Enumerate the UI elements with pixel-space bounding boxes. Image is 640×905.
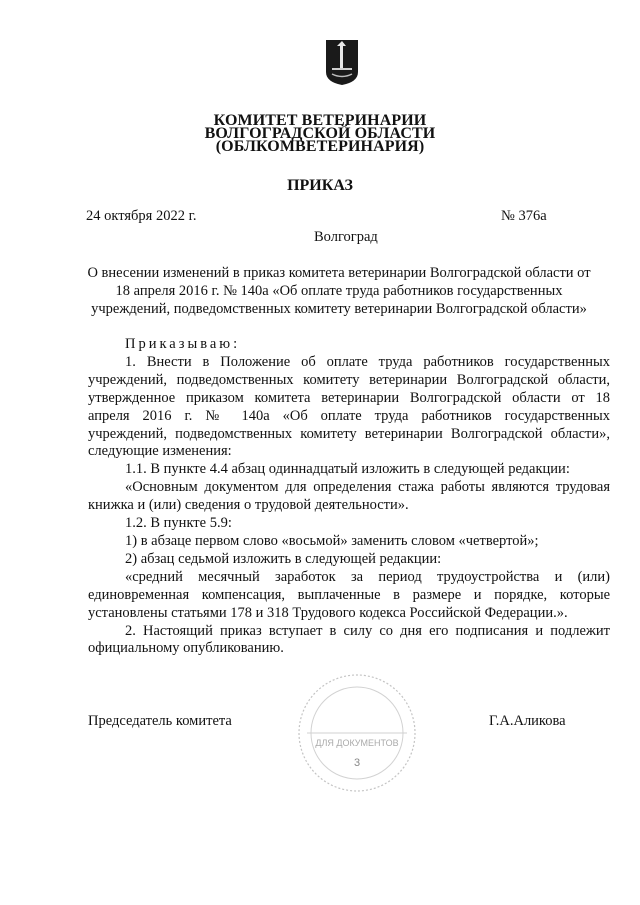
document-date: 24 октября 2022 г. bbox=[86, 208, 197, 224]
org-name-line-2: ВОЛГОГРАДСКОЙ ОБЛАСТИ bbox=[204, 125, 436, 142]
body-line: 1) в абзаце первом слово «восьмой» заменить словом «четвертой»; bbox=[125, 532, 539, 549]
order-word: Приказываю: bbox=[125, 336, 241, 352]
org-name-line-3: (ОБЛКОМВЕТЕРИНАРИЯ) bbox=[215, 138, 425, 155]
body-line: 2) абзац седьмой изложить в следующей редакции: bbox=[125, 550, 442, 567]
stamp-number: 3 bbox=[353, 757, 361, 769]
document-subject bbox=[0, 264, 640, 318]
body-line: единовременная компенсация, выплаченные в размере и порядке, которые bbox=[88, 586, 610, 603]
volgograd-emblem-icon bbox=[324, 38, 360, 86]
body-line: 1. Внести в Положение об оплате труда работников государственных bbox=[125, 353, 610, 370]
body-line: 1.2. В пункте 5.9: bbox=[125, 515, 232, 532]
subject-line: учреждений, подведомственных комитету ветеринарии Волгоградской области» bbox=[91, 301, 587, 317]
body-line: книжка и (или) сведения о трудовой деятельности». bbox=[88, 497, 409, 514]
body-line: следующие изменения: bbox=[88, 443, 232, 460]
official-stamp bbox=[292, 668, 422, 798]
body-line: 1.1. В пункте 4.4 абзац одиннадцатый изложить в следующей редакции: bbox=[125, 461, 570, 478]
body-line: установлены статьями 178 и 318 Трудового кодекса Российской Федерации.». bbox=[88, 604, 568, 621]
body-line: апреля 2016 г. № 140а «Об оплате труда работников государственных bbox=[88, 407, 610, 424]
body-line: «средний месячный заработок за период трудоустройства и (или) bbox=[125, 568, 610, 585]
body-line: утвержденное приказом комитета ветеринарии Волгоградской области от 18 bbox=[88, 389, 610, 406]
stamp-text: ДЛЯ ДОКУМЕНТОВ bbox=[315, 738, 399, 748]
document-city: Волгоград bbox=[314, 229, 378, 245]
body-line: 2. Настоящий приказ вступает в силу со дня его подписания и подлежит bbox=[125, 622, 610, 639]
document-body bbox=[88, 336, 610, 658]
document-type: ПРИКАЗ bbox=[287, 177, 353, 194]
signature-position: Председатель комитета bbox=[88, 713, 232, 729]
body-line: учреждений, подведомственных комитету ветеринарии Волгоградской области», bbox=[88, 425, 610, 442]
body-line: «Основным документом для определения стажа работы являются трудовая bbox=[125, 479, 610, 496]
subject-line: 18 апреля 2016 г. № 140а «Об оплате труда работников государственных bbox=[115, 283, 563, 299]
body-line: учреждений, подведомственных комитету ветеринарии Волгоградской области, bbox=[88, 371, 610, 388]
body-line: официальному опубликованию. bbox=[88, 640, 284, 657]
org-name-line-1: КОМИТЕТ ВЕТЕРИНАРИИ bbox=[213, 112, 427, 129]
document-number: № 376а bbox=[501, 208, 547, 224]
subject-line: О внесении изменений в приказ комитета ветеринарии Волгоградской области от bbox=[87, 265, 591, 281]
signature-name: Г.А.Аликова bbox=[489, 713, 566, 729]
